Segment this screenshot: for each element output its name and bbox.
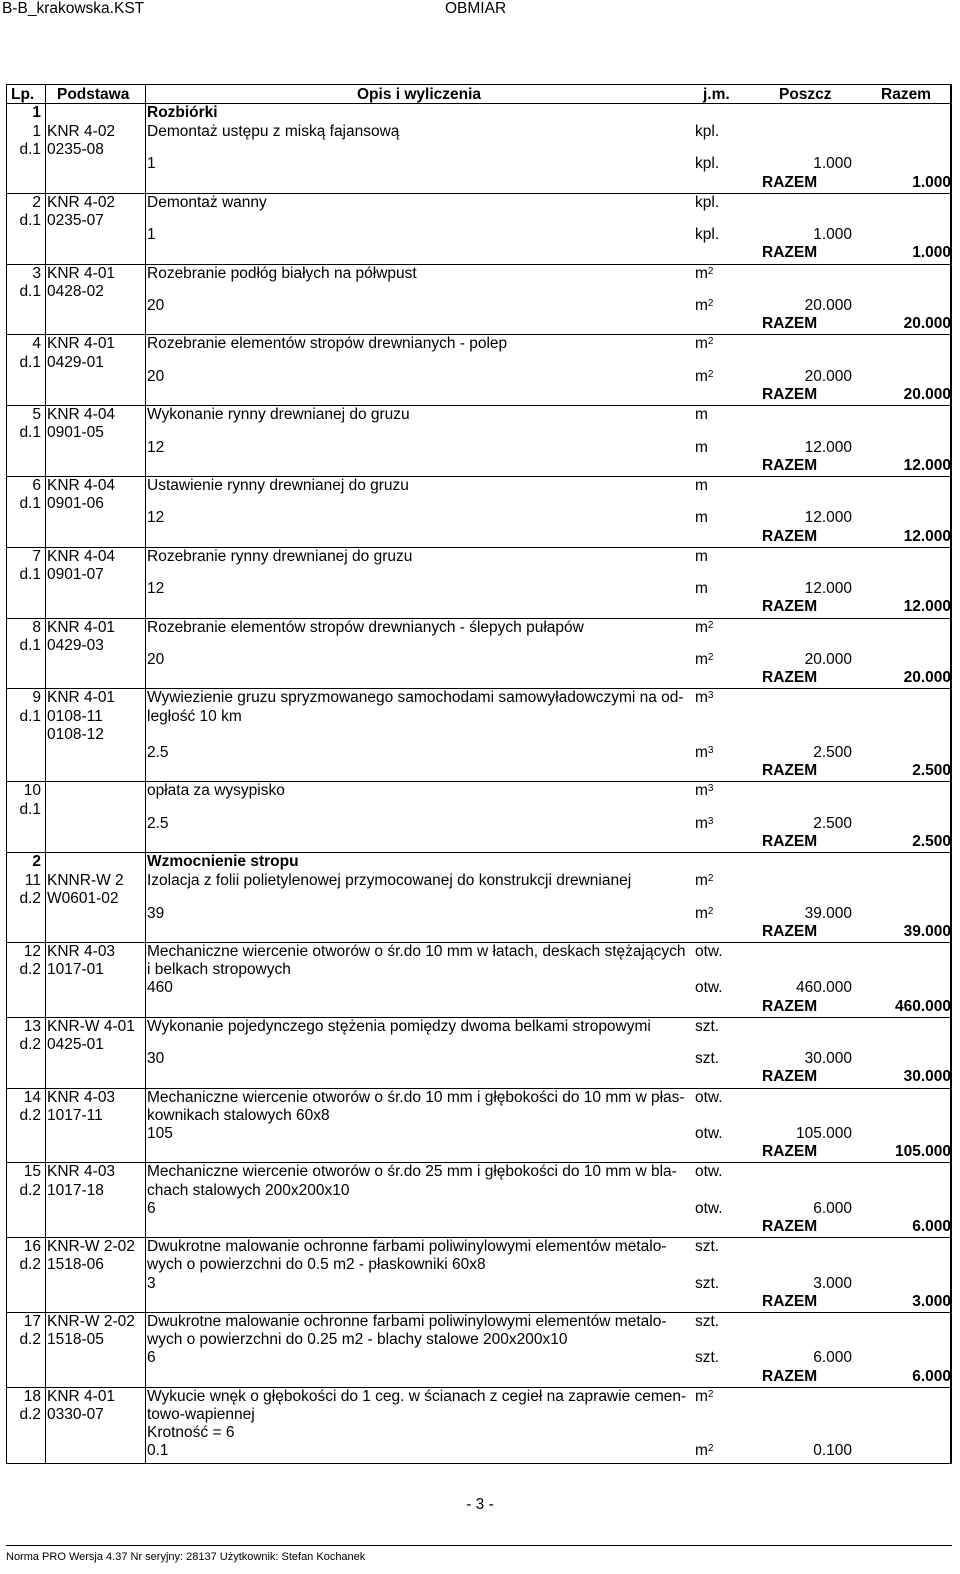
section-title: Rozbiórki — [147, 104, 218, 121]
calc-value: 6 — [147, 1199, 156, 1217]
table-row — [7, 123, 951, 194]
item-unit: m — [695, 547, 708, 565]
poszcz-value: 20.000 — [804, 367, 852, 385]
razem-label: RAZEM — [762, 456, 818, 474]
item-number: 2 — [32, 193, 41, 211]
table-row — [7, 265, 951, 336]
item-dzial: d.1 — [19, 565, 41, 583]
item-description: Ustawienie rynny drewnianej do gruzu — [147, 476, 409, 494]
item-number: 1 — [32, 123, 41, 140]
item-unit: $m^3$ — [695, 689, 714, 707]
calc-unit: m — [695, 509, 708, 527]
item-dzial: d.2 — [19, 961, 41, 979]
item-description: opłata za wysypisko — [147, 782, 285, 800]
calc-value: 39 — [147, 904, 165, 922]
razem-value: 6.000 — [912, 1217, 951, 1235]
razem-label: RAZEM — [762, 762, 818, 780]
table-row — [7, 943, 951, 1018]
item-podstawa: KNR-W 2-02 — [47, 1238, 135, 1256]
item-number: 9 — [32, 689, 41, 707]
item-description: Demontaż ustępu z miską fajansową — [147, 123, 400, 140]
item-number: 4 — [32, 335, 41, 353]
calc-value: 20 — [147, 296, 165, 314]
col-jm: j.m. — [703, 86, 730, 103]
table-row — [7, 548, 951, 619]
item-description: Rozebranie rynny drewnianej do gruzu — [147, 547, 413, 565]
item-unit: kpl. — [695, 193, 720, 211]
poszcz-value: 20.000 — [804, 296, 852, 314]
poszcz-value: 2.500 — [813, 814, 852, 832]
razem-value: 105.000 — [894, 1143, 951, 1161]
calc-unit: szt. — [695, 1050, 720, 1068]
item-number: 14 — [23, 1088, 41, 1106]
item-dzial: d.1 — [19, 424, 41, 442]
item-podstawa: KNR 4-02 — [47, 123, 116, 140]
item-number: 8 — [32, 618, 41, 636]
calc-value: 20 — [147, 650, 165, 668]
item-podstawa: 0235-08 — [47, 141, 104, 159]
item-dzial: d.2 — [19, 1331, 41, 1349]
item-description: Wykucie wnęk o głębokości do 1 ceg. w ścianach z cegieł na zaprawie cemen- — [147, 1387, 687, 1405]
calc-unit: $m^3$ — [695, 814, 714, 832]
item-podstawa: KNR 4-04 — [47, 476, 116, 494]
item-description: kownikach stalowych 60x8 — [147, 1106, 330, 1124]
item-podstawa: KNR 4-03 — [47, 1088, 116, 1106]
poszcz-value: 6.000 — [813, 1199, 852, 1217]
item-dzial: d.1 — [19, 353, 41, 371]
item-podstawa: 0429-01 — [47, 353, 104, 371]
razem-value: 3.000 — [912, 1292, 951, 1310]
item-dzial: d.2 — [19, 1181, 41, 1199]
item-podstawa: 0429-03 — [47, 636, 104, 654]
item-description: Wywiezienie gruzu spryzmowanego samochodami samowyładowczymi na od- — [147, 689, 684, 707]
col-razem: Razem — [881, 86, 931, 103]
calc-unit: szt. — [695, 1349, 720, 1367]
item-unit: $m^2$ — [695, 1387, 714, 1405]
razem-value: 1.000 — [912, 244, 951, 262]
calc-value: 6 — [147, 1349, 156, 1367]
item-unit: szt. — [695, 1238, 720, 1256]
item-podstawa: 0428-02 — [47, 282, 104, 300]
poszcz-value: 12.000 — [804, 438, 852, 456]
table-row — [7, 1163, 951, 1238]
item-podstawa: 0901-05 — [47, 424, 104, 442]
razem-label: RAZEM — [762, 922, 818, 940]
calc-value: 30 — [147, 1050, 165, 1068]
razem-label: RAZEM — [762, 997, 818, 1015]
poszcz-value: 3.000 — [813, 1274, 852, 1292]
item-description: chach stalowych 200x200x10 — [147, 1181, 350, 1199]
item-podstawa: 0330-07 — [47, 1405, 104, 1423]
calc-unit: kpl. — [695, 155, 720, 173]
item-podstawa: 0901-06 — [47, 495, 104, 513]
item-podstawa: 1017-18 — [47, 1181, 104, 1199]
razem-value: 1.000 — [912, 173, 951, 191]
razem-label: RAZEM — [762, 832, 818, 850]
razem-label: RAZEM — [762, 1292, 818, 1310]
item-unit: szt. — [695, 1312, 720, 1330]
item-description: Rozebranie elementów stropów drewnianych - ślepych pułapów — [147, 618, 584, 636]
table-row — [7, 619, 951, 690]
razem-value: 39.000 — [903, 922, 951, 940]
item-number: 3 — [32, 264, 41, 282]
calc-unit: m — [695, 580, 708, 598]
poszcz-value: 6.000 — [813, 1349, 852, 1367]
calc-unit: $m^2$ — [695, 367, 714, 385]
table-row — [7, 1089, 951, 1164]
table-row — [7, 1313, 951, 1388]
section-title: Wzmocnienie stropu — [147, 853, 299, 871]
razem-value: 12.000 — [903, 598, 951, 616]
item-number: 13 — [23, 1017, 41, 1035]
item-description: Mechaniczne wiercenie otworów o śr.do 10 mm w łatach, deskach stężających — [147, 942, 686, 960]
item-podstawa: KNR 4-04 — [47, 547, 116, 565]
poszcz-value: 105.000 — [795, 1124, 852, 1142]
item-dzial: d.2 — [19, 1405, 41, 1423]
document-title: OBMIAR — [445, 0, 507, 17]
calc-unit: $m^2$ — [695, 1442, 714, 1460]
page-number: - 3 - — [466, 1496, 494, 1513]
item-unit: m — [695, 476, 708, 494]
calc-value: 460 — [147, 979, 173, 997]
item-podstawa: W0601-02 — [47, 890, 119, 908]
item-number: 17 — [23, 1312, 41, 1330]
razem-value: 6.000 — [912, 1367, 951, 1385]
item-number: 5 — [32, 406, 41, 424]
item-description: towo-wapiennej — [147, 1405, 255, 1423]
calc-value: 20 — [147, 367, 165, 385]
calc-unit: $m^2$ — [695, 650, 714, 668]
section-number: 1 — [32, 104, 41, 121]
item-dzial: d.1 — [19, 495, 41, 513]
item-unit: kpl. — [695, 123, 720, 140]
item-podstawa: KNR 4-04 — [47, 406, 116, 424]
calc-unit: $m^3$ — [695, 743, 714, 761]
col-poszcz: Poszcz — [779, 86, 832, 103]
item-dzial: d.1 — [19, 707, 41, 725]
item-dzial: d.2 — [19, 1035, 41, 1053]
item-podstawa: KNNR-W 2 — [47, 872, 124, 890]
item-podstawa: 0901-07 — [47, 565, 104, 583]
poszcz-value: 460.000 — [795, 979, 852, 997]
section-row — [7, 104, 951, 123]
razem-label: RAZEM — [762, 527, 818, 545]
razem-label: RAZEM — [762, 669, 818, 687]
item-podstawa: KNR 4-01 — [47, 1387, 116, 1405]
razem-value: 460.000 — [894, 997, 951, 1015]
item-description: Rozebranie elementów stropów drewnianych - polep — [147, 335, 508, 353]
page-header — [0, 0, 960, 20]
table-header-row — [7, 85, 951, 104]
razem-value: 2.500 — [912, 762, 951, 780]
razem-label: RAZEM — [762, 173, 818, 191]
razem-label: RAZEM — [762, 244, 818, 262]
razem-value: 12.000 — [903, 456, 951, 474]
item-unit: $m^2$ — [695, 618, 714, 636]
software-info: Norma PRO Wersja 4.37 Nr seryjny: 28137 Użytkownik: Stefan Kochanek — [6, 1551, 366, 1563]
table-row — [7, 872, 951, 943]
footer-divider — [6, 1545, 952, 1546]
table-row — [7, 689, 951, 782]
poszcz-value: 1.000 — [813, 226, 852, 244]
table-row — [7, 1018, 951, 1089]
col-lp: Lp. — [11, 86, 35, 103]
calc-unit: otw. — [695, 1124, 723, 1142]
item-number: 15 — [23, 1163, 41, 1181]
item-podstawa: 1518-05 — [47, 1331, 104, 1349]
item-podstawa: 0108-11 — [47, 707, 103, 725]
item-dzial: d.1 — [19, 141, 41, 159]
item-description: Mechaniczne wiercenie otworów o śr.do 10 mm i głębokości do 10 mm w płas- — [147, 1088, 685, 1106]
item-dzial: d.2 — [19, 1256, 41, 1274]
calc-unit: otw. — [695, 1199, 723, 1217]
poszcz-value: 1.000 — [813, 155, 852, 173]
table-row — [7, 477, 951, 548]
calc-value: 2.5 — [147, 743, 169, 761]
item-podstawa: 0425-01 — [47, 1035, 104, 1053]
calc-value: 0.1 — [147, 1442, 169, 1460]
item-dzial: d.2 — [19, 890, 41, 908]
item-description: Wykonanie rynny drewnianej do gruzu — [147, 406, 410, 424]
item-description: Demontaż wanny — [147, 193, 267, 211]
item-number: 12 — [23, 942, 41, 960]
measurement-table — [6, 84, 952, 1464]
item-unit: szt. — [695, 1017, 720, 1035]
poszcz-value: 12.000 — [804, 509, 852, 527]
item-number: 6 — [32, 476, 41, 494]
col-opis: Opis i wyliczenia — [357, 86, 482, 103]
table-row — [7, 782, 951, 853]
item-unit: otw. — [695, 1088, 723, 1106]
item-description: i belkach stropowych — [147, 961, 291, 979]
item-unit: $m^3$ — [695, 782, 714, 800]
item-unit: m — [695, 406, 708, 424]
item-description: wych o powierzchni do 0.25 m2 - blachy stalowe 200x200x10 — [147, 1331, 568, 1349]
item-description: Dwukrotne malowanie ochronne farbami poliwinylowymi elementów metalo- — [147, 1238, 667, 1256]
table-row — [7, 335, 951, 406]
poszcz-value: 30.000 — [804, 1050, 852, 1068]
item-podstawa: KNR-W 2-02 — [47, 1312, 135, 1330]
item-dzial: d.1 — [19, 800, 41, 818]
item-podstawa: 1017-11 — [47, 1106, 103, 1124]
razem-value: 20.000 — [903, 315, 951, 333]
calc-value: 105 — [147, 1124, 173, 1142]
item-podstawa: 1518-06 — [47, 1256, 104, 1274]
section-row — [7, 853, 951, 872]
item-podstawa: 0108-12 — [47, 725, 104, 743]
poszcz-value: 2.500 — [813, 743, 852, 761]
item-podstawa: KNR 4-03 — [47, 942, 116, 960]
item-dzial: d.1 — [19, 636, 41, 654]
razem-label: RAZEM — [762, 1367, 818, 1385]
item-number: 16 — [23, 1238, 41, 1256]
calc-unit: szt. — [695, 1274, 720, 1292]
razem-label: RAZEM — [762, 1143, 818, 1161]
item-number: 10 — [23, 782, 41, 800]
item-unit: $m^2$ — [695, 335, 714, 353]
table-row — [7, 194, 951, 265]
razem-value: 2.500 — [912, 832, 951, 850]
table-row — [7, 1238, 951, 1313]
item-podstawa: KNR-W 4-01 — [47, 1017, 135, 1035]
item-description: Krotność = 6 — [147, 1424, 235, 1442]
table-row — [7, 1388, 951, 1463]
razem-label: RAZEM — [762, 385, 818, 403]
poszcz-value: 0.100 — [813, 1442, 852, 1460]
item-podstawa: 0235-07 — [47, 211, 104, 229]
col-podstawa: Podstawa — [57, 86, 130, 103]
calc-value: 1 — [147, 155, 156, 173]
item-description: Mechaniczne wiercenie otworów o śr.do 25 mm i głębokości do 10 mm w bla- — [147, 1163, 677, 1181]
file-name: B-B_krakowska.KST — [2, 0, 145, 17]
item-unit: $m^2$ — [695, 872, 714, 890]
item-dzial: d.1 — [19, 211, 41, 229]
calc-value: 2.5 — [147, 814, 169, 832]
item-description: Izolacja z folii polietylenowej przymocowanej do konstrukcji drewnianej — [147, 872, 632, 890]
item-description: Rozebranie podłóg białych na półwpust — [147, 264, 417, 282]
item-unit: $m^2$ — [695, 264, 714, 282]
item-unit: otw. — [695, 942, 723, 960]
item-podstawa: KNR 4-01 — [47, 335, 116, 353]
item-description: ległość 10 km — [147, 707, 242, 725]
item-podstawa: KNR 4-03 — [47, 1163, 116, 1181]
section-number: 2 — [32, 853, 41, 871]
calc-value: 12 — [147, 509, 165, 527]
poszcz-value: 12.000 — [804, 580, 852, 598]
item-podstawa: 1017-01 — [47, 961, 104, 979]
item-description: Wykonanie pojedynczego stężenia pomiędzy dwoma belkami stropowymi — [147, 1017, 651, 1035]
calc-unit: kpl. — [695, 226, 720, 244]
razem-label: RAZEM — [762, 315, 818, 333]
razem-value: 20.000 — [903, 669, 951, 687]
razem-label: RAZEM — [762, 1217, 818, 1235]
item-podstawa: KNR 4-02 — [47, 193, 116, 211]
calc-unit: $m^2$ — [695, 904, 714, 922]
razem-label: RAZEM — [762, 598, 818, 616]
calc-unit: otw. — [695, 979, 723, 997]
calc-value: 12 — [147, 438, 165, 456]
item-description: Dwukrotne malowanie ochronne farbami poliwinylowymi elementów metalo- — [147, 1312, 667, 1330]
poszcz-value: 39.000 — [804, 904, 852, 922]
item-dzial: d.2 — [19, 1106, 41, 1124]
table-row — [7, 406, 951, 477]
item-number: 11 — [24, 872, 41, 890]
item-dzial: d.1 — [19, 282, 41, 300]
razem-value: 20.000 — [903, 385, 951, 403]
item-podstawa: KNR 4-01 — [47, 618, 116, 636]
poszcz-value: 20.000 — [804, 650, 852, 668]
item-number: 18 — [23, 1387, 41, 1405]
razem-value: 30.000 — [903, 1068, 951, 1086]
item-podstawa: KNR 4-01 — [47, 689, 116, 707]
calc-value: 12 — [147, 580, 165, 598]
calc-value: 1 — [147, 226, 156, 244]
item-number: 7 — [32, 547, 41, 565]
calc-unit: $m^2$ — [695, 296, 714, 314]
razem-label: RAZEM — [762, 1068, 818, 1086]
item-unit: otw. — [695, 1163, 723, 1181]
calc-value: 3 — [147, 1274, 156, 1292]
razem-value: 12.000 — [903, 527, 951, 545]
calc-unit: m — [695, 438, 708, 456]
item-description: wych o powierzchni do 0.5 m2 - płaskowniki 60x8 — [147, 1256, 486, 1274]
item-podstawa: KNR 4-01 — [47, 264, 116, 282]
